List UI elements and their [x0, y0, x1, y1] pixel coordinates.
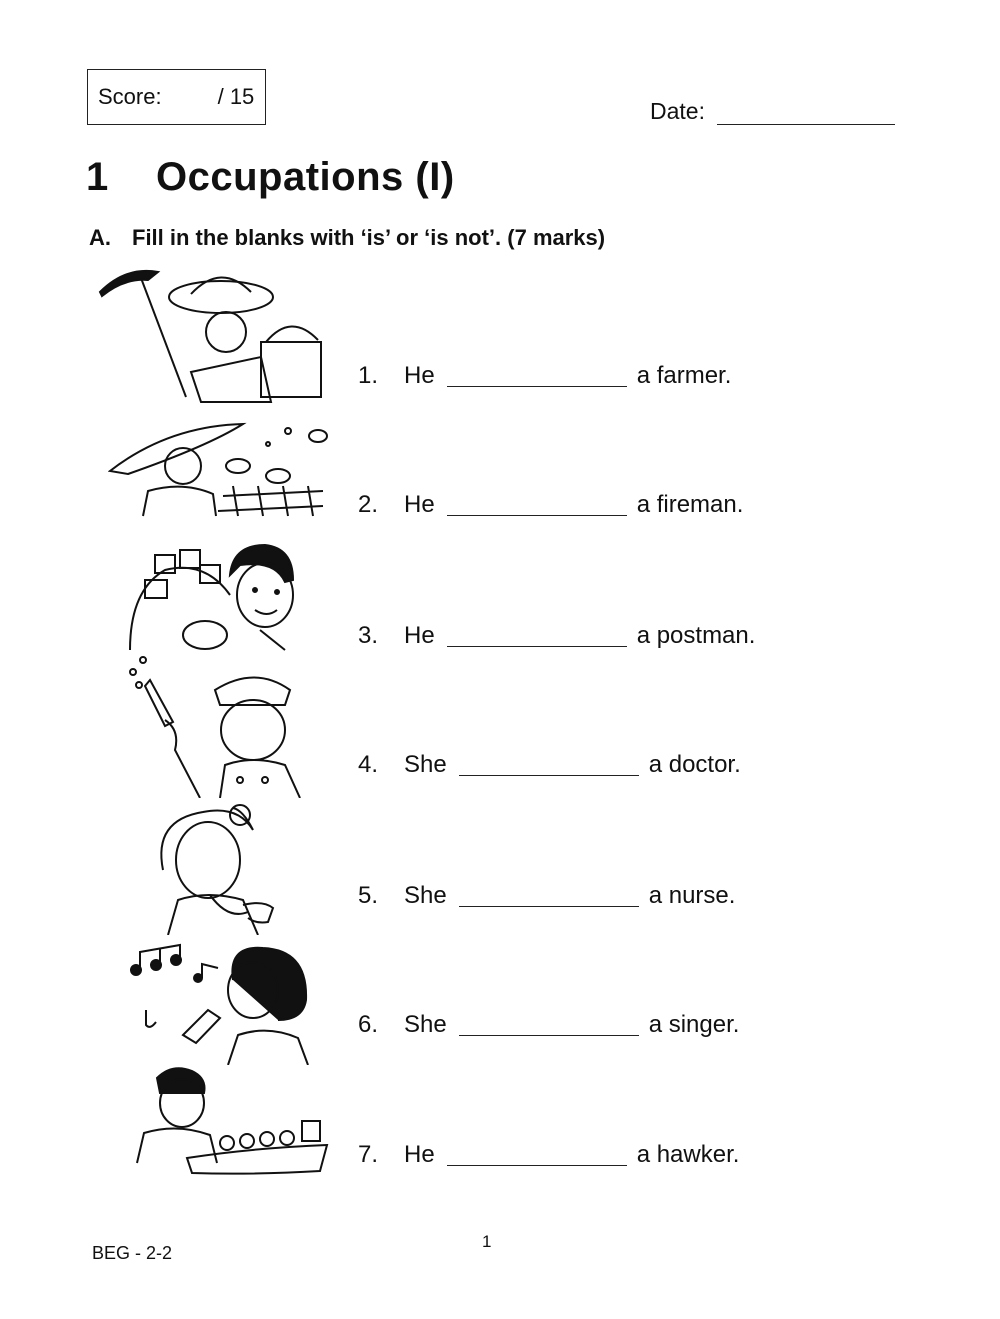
hawker-icon — [132, 1063, 330, 1175]
page-number: 1 — [482, 1232, 492, 1251]
page-title — [86, 155, 455, 200]
question-5 — [358, 882, 735, 910]
question-number: 4. — [358, 751, 379, 778]
question-2 — [358, 491, 743, 519]
date-label: Date: — [650, 98, 705, 124]
title-number: 1 — [86, 155, 109, 199]
postman-icon — [125, 540, 300, 652]
answer-blank[interactable] — [447, 626, 627, 647]
singer-icon — [128, 940, 313, 1065]
question-subject: She — [404, 882, 447, 909]
question-subject: She — [404, 1011, 447, 1038]
question-ending: a hawker. — [636, 1141, 740, 1168]
answer-blank[interactable] — [447, 366, 627, 387]
question-number: 7. — [358, 1141, 379, 1168]
question-6 — [358, 1011, 739, 1039]
doctor-icon — [148, 800, 283, 935]
question-7 — [358, 1141, 739, 1169]
question-number: 3. — [358, 622, 379, 649]
question-1 — [358, 362, 731, 390]
footer-code: BEG - 2-2 — [92, 1243, 173, 1263]
question-ending: a fireman. — [636, 491, 744, 518]
score-total: / 15 — [217, 84, 255, 109]
section-instruction — [89, 225, 605, 251]
date-blank[interactable] — [717, 102, 895, 125]
fisherman-icon — [108, 416, 333, 521]
score-box — [87, 69, 266, 125]
section-letter: A. — [89, 225, 111, 250]
question-subject: She — [404, 751, 447, 778]
question-number: 6. — [358, 1011, 379, 1038]
question-3 — [358, 622, 755, 650]
farmer-icon — [96, 262, 336, 407]
question-ending: a postman. — [636, 622, 756, 649]
answer-blank[interactable] — [459, 1015, 639, 1036]
question-number: 2. — [358, 491, 379, 518]
date-field — [650, 98, 895, 125]
title-text: Occupations (I) — [156, 155, 455, 199]
question-ending: a nurse. — [648, 882, 736, 909]
score-label: Score: — [98, 84, 162, 109]
question-4 — [358, 751, 741, 779]
answer-blank[interactable] — [459, 755, 639, 776]
question-ending: a singer. — [648, 1011, 740, 1038]
question-subject: He — [404, 1141, 435, 1168]
question-subject: He — [404, 491, 435, 518]
question-ending: a doctor. — [648, 751, 741, 778]
question-subject: He — [404, 362, 435, 389]
nurse-icon — [125, 650, 305, 798]
answer-blank[interactable] — [459, 886, 639, 907]
answer-blank[interactable] — [447, 495, 627, 516]
question-ending: a farmer. — [636, 362, 732, 389]
answer-blank[interactable] — [447, 1145, 627, 1166]
question-subject: He — [404, 622, 435, 649]
question-number: 1. — [358, 362, 379, 389]
instruction-text: Fill in the blanks with ‘is’ or ‘is not’. (7 marks) — [132, 225, 606, 250]
question-number: 5. — [358, 882, 379, 909]
